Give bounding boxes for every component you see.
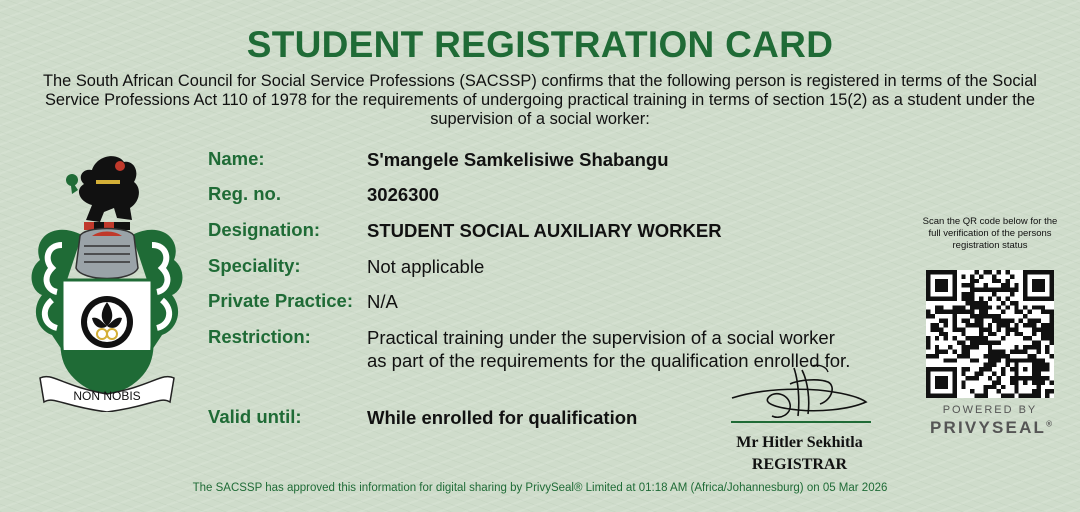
- private-practice-value: N/A: [367, 291, 398, 312]
- registrar-name: Mr Hitler Sekhitla: [736, 434, 863, 451]
- name-value: S'mangele Samkelisiwe Shabangu: [367, 149, 669, 170]
- verification-qr-code[interactable]: [926, 270, 1054, 398]
- designation-value: STUDENT SOCIAL AUXILIARY WORKER: [367, 220, 722, 241]
- privyseal-reg-mark: ®: [1046, 419, 1053, 429]
- crest-motto: NON NOBIS: [73, 389, 141, 403]
- reg-no-label: Reg. no.: [208, 183, 281, 204]
- card-title: STUDENT REGISTRATION CARD: [246, 24, 834, 65]
- name-label: Name:: [208, 148, 265, 169]
- sacssp-crest-logo: [22, 150, 192, 412]
- registrar-signature: [728, 360, 870, 424]
- speciality-label: Speciality:: [208, 255, 301, 276]
- privyseal-brand: PRIVYSEAL: [929, 418, 1047, 437]
- designation-label: Designation:: [208, 219, 321, 240]
- sharing-footer: The SACSSP has approved this information for digital sharing by PrivySeal® Limited at 01:18 AM (Africa/Johannesburg) on 05 Mar 2026: [192, 482, 888, 494]
- intro-text: The South African Council for Social Service Professions (SACSSP) confirms that the following person is registered in terms of the Social Service Professions Act 110 of 1978 for the requirements of undergoing practical training in terms of section 15(2) as a student under the supervision of a social worker:: [43, 72, 1037, 128]
- restriction-label: Restriction:: [208, 326, 311, 347]
- restriction-line-2: as part of the requirements for the qualification enrolled for.: [367, 350, 851, 371]
- valid-until-value: While enrolled for qualification: [367, 407, 638, 428]
- private-practice-label: Private Practice:: [208, 290, 354, 311]
- reg-no-value: 3026300: [367, 184, 440, 205]
- privyseal-logo: [918, 418, 1064, 438]
- qr-instruction: Scan the QR code below for the full verification of the persons registration status: [922, 216, 1058, 251]
- restriction-line-1: Practical training under the supervision of a social worker: [367, 327, 835, 348]
- registrar-block: [712, 432, 887, 476]
- registrar-title: REGISTRAR: [751, 456, 848, 473]
- powered-by-label: POWERED BY: [942, 404, 1038, 416]
- speciality-value: Not applicable: [367, 256, 485, 277]
- valid-until-label: Valid until:: [208, 406, 302, 427]
- signature-line: [731, 421, 871, 423]
